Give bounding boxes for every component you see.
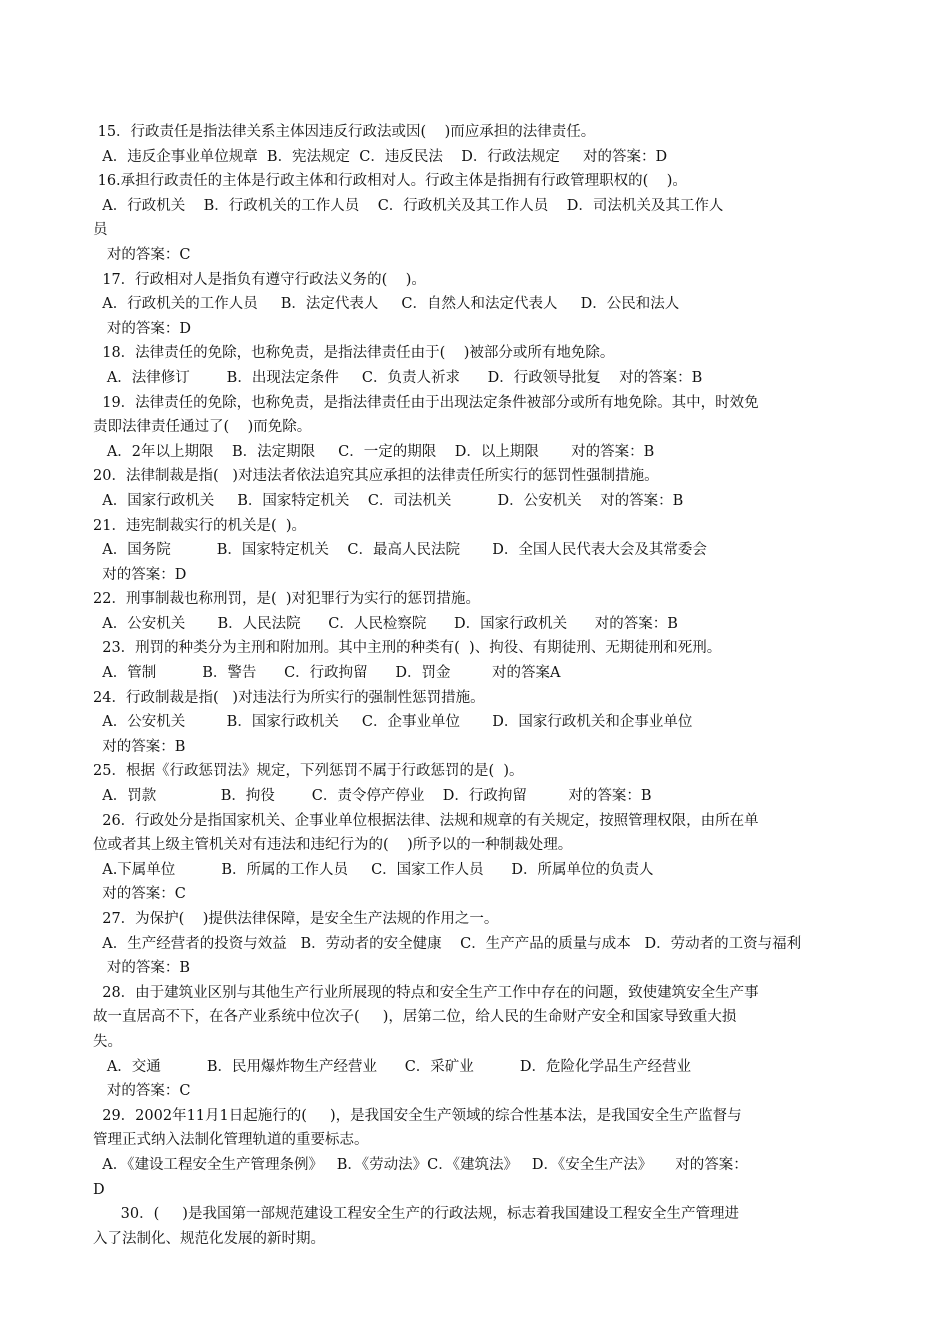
text-line: 位或者其上级主管机关对有违法和违纪行为的( )所予以的一种制裁处理。 <box>93 837 573 854</box>
text-line: 员 <box>93 222 108 239</box>
text-line: 对的答案：B <box>93 960 190 977</box>
text-line: A.下属单位 B．所属的工作人员 C．国家工作人员 D．所属单位的负责人 <box>93 861 654 878</box>
text-line: 15．行政责任是指法律关系主体因违反行政法或因( )而应承担的法律责任。 <box>93 124 596 140</box>
text-line: 28．由于建筑业区别与其他生产行业所展现的特点和安全生产工作中存在的问题，致使建筑安全生产事 <box>93 984 759 1001</box>
text-line: A．公安机关 B．人民法院 C．人民检察院 D．国家行政机关 对的答案：B <box>93 615 678 632</box>
text-line: 27．为保护( )提供法律保障，是安全生产法规的作用之一。 <box>93 911 499 927</box>
text-line: A．违反企事业单位规章 B．宪法规定 C．违反民法 D．行政法规定 对的答案：D <box>93 148 668 165</box>
text-line: 故一直居高不下，在各产业系统中位次子( )，居第二位，给人民的生命财产安全和国家导致重大损 <box>93 1009 737 1026</box>
text-line: 24．行政制裁是指( )对违法行为所实行的强制性惩罚措施。 <box>93 689 485 706</box>
text-line: A．行政机关 B．行政机关的工作人员 C．行政机关及其工作人员 D．司法机关及其工作人 <box>93 197 724 214</box>
text-line: 对的答案：D <box>93 320 191 337</box>
text-line: A．交通 B．民用爆炸物生产经营业 C．采矿业 D．危险化学品生产经营业 <box>93 1058 692 1075</box>
text-line: 23．刑罚的种类分为主刑和附加刑。其中主刑的种类有( )、拘役、有期徒刑、无期徒刑和死刑。 <box>93 640 722 657</box>
text-line: 20．法律制裁是指( )对违法者依法追究其应承担的法律责任所实行的惩罚性强制措施。 <box>93 468 659 485</box>
text-line: 对的答案：C <box>93 1083 191 1100</box>
text-line: A．生产经营者的投资与效益 B．劳动者的安全健康 C．生产产品的质量与成本 D．劳动者的工资与福利 <box>93 935 802 952</box>
text-line: 18．法律责任的免除，也称免责，是指法律责任由于( )被部分或所有地免除。 <box>93 345 615 362</box>
text-line: 19．法律责任的免除，也称免责，是指法律责任由于出现法定条件被部分或所有地免除。其中，时效免 <box>93 394 759 411</box>
text-line: A．2年以上期限 B．法定期限 C．一定的期限 D．以上期限 对的答案：B <box>93 443 655 460</box>
text-line: 管理正式纳入法制化管理轨道的重要标志。 <box>93 1132 369 1149</box>
text-line: A．管制 B．警告 C．行政拘留 D．罚金 对的答案A <box>93 665 561 682</box>
text-line: 29．2002年11月1日起施行的( )，是我国安全生产领域的综合性基本法，是我国安全生产监督与 <box>93 1107 742 1124</box>
text-line: 对的答案：D <box>93 566 187 583</box>
text-line: 25．根据《行政惩罚法》规定，下列惩罚不属于行政惩罚的是( )。 <box>93 763 524 780</box>
text-line: 22．刑事制裁也称刑罚，是( )对犯罪行为实行的惩罚措施。 <box>93 591 480 608</box>
text-line: A．罚款 B．拘役 C．责令停产停业 D．行政拘留 对的答案：B <box>93 788 652 805</box>
text-line: 入了法制化、规范化发展的新时期。 <box>93 1230 325 1247</box>
text-line: 对的答案：C <box>93 246 191 263</box>
text-line: 21．违宪制裁实行的机关是( )。 <box>93 517 306 534</box>
text-line: 失。 <box>93 1033 122 1050</box>
text-line: A．行政机关的工作人员 B．法定代表人 C．自然人和法定代表人 D．公民和法人 <box>93 296 680 313</box>
text-line: 30．( )是我国第一部规范建设工程安全生产的行政法规，标志着我国建设工程安全生产管理进 <box>93 1206 739 1223</box>
text-line: A．公安机关 B．国家行政机关 C．企事业单位 D．国家行政机关和企事业单位 <box>93 714 693 731</box>
text-line: A．《建设工程安全生产管理条例》 B．《劳动法》C．《建筑法》 D．《安全生产法》 对的答案： <box>93 1156 748 1173</box>
document-page <box>93 120 868 1251</box>
text-line: 26．行政处分是指国家机关、企事业单位根据法律、法规和规章的有关规定，按照管理权限，由所在单 <box>93 812 759 829</box>
text-line: A．法律修订 B．出现法定条件 C．负责人祈求 D．行政领导批复 对的答案：B <box>93 369 703 386</box>
text-line: 16.承担行政责任的主体是行政主体和行政相对人。行政主体是指拥有行政管理职权的( )。 <box>93 173 687 190</box>
text-line: A．国务院 B．国家特定机关 C．最高人民法院 D．全国人民代表大会及其常委会 <box>93 542 707 559</box>
text-line: 对的答案：B <box>93 738 186 755</box>
text-line: D <box>93 1181 105 1198</box>
text-line: 17．行政相对人是指负有遵守行政法义务的( )。 <box>93 271 426 288</box>
text-line: A．国家行政机关 B．国家特定机关 C．司法机关 D．公安机关 对的答案：B <box>93 492 684 509</box>
text-line: 责即法律责任通过了( )而免除。 <box>93 419 312 436</box>
text-line: 对的答案：C <box>93 886 186 903</box>
